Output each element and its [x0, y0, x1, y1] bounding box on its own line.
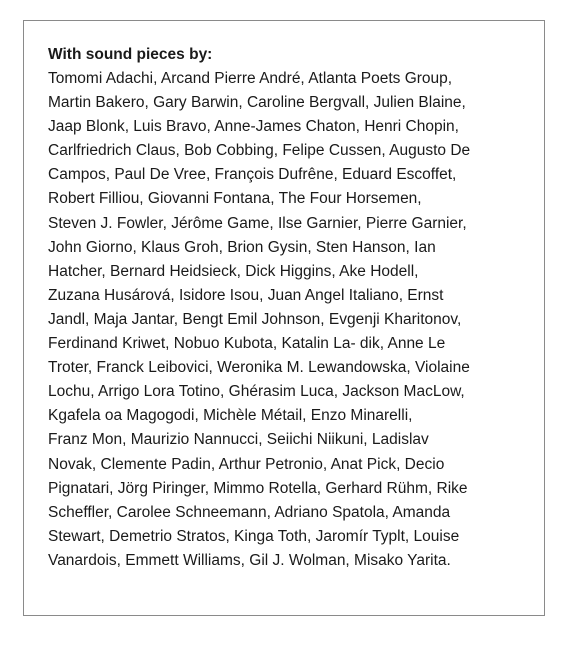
text-line: John Giorno, Klaus Groh, Brion Gysin, Sten Hanson, Ian — [48, 238, 436, 256]
text-line: Jaap Blonk, Luis Bravo, Anne-James Chaton, Henri Chopin, — [48, 118, 459, 136]
text-line: Zuzana Husárová, Isidore Isou, Juan Angel Italiano, Ernst — [48, 286, 444, 304]
section-heading: With sound pieces by: — [48, 46, 213, 63]
text-line: Ferdinand Kriwet, Nobuo Kubota, Katalin La- dik, Anne Le — [48, 335, 446, 353]
text-line: Troter, Franck Leibovici, Weronika M. Lewandowska, Violaine — [48, 359, 470, 377]
text-line: Stewart, Demetrio Stratos, Kinga Toth, Jaromír Typlt, Louise — [48, 527, 460, 545]
text-line: Steven J. Fowler, Jérôme Game, Ilse Garnier, Pierre Garnier, — [48, 214, 467, 232]
text-line: Novak, Clemente Padin, Arthur Petronio, Anat Pick, Decio — [48, 455, 445, 473]
contributors-text — [48, 43, 532, 573]
text-line: Campos, Paul De Vree, François Dufrêne, Eduard Escoffet, — [48, 166, 457, 184]
text-line: Martin Bakero, Gary Barwin, Caroline Bergvall, Julien Blaine, — [48, 94, 466, 112]
text-line: Kgafela oa Magogodi, Michèle Métail, Enzo Minarelli, — [48, 407, 413, 425]
text-line: Scheffler, Carolee Schneemann, Adriano Spatola, Amanda — [48, 503, 451, 521]
contributors-box — [23, 20, 545, 616]
text-line: Tomomi Adachi, Arcand Pierre André, Atlanta Poets Group, — [48, 70, 453, 87]
text-line: Vanardois, Emmett Williams, Gil J. Wolman, Misako Yarita. — [48, 551, 451, 569]
text-line: Carlfriedrich Claus, Bob Cobbing, Felipe Cussen, Augusto De — [48, 142, 471, 160]
text-line: Hatcher, Bernard Heidsieck, Dick Higgins, Ake Hodell, — [48, 262, 419, 280]
text-line: Jandl, Maja Jantar, Bengt Emil Johnson, Evgenji Kharitonov, — [48, 310, 462, 328]
text-line: Pignatari, Jörg Piringer, Mimmo Rotella, Gerhard Rühm, Rike — [48, 479, 468, 497]
text-line: Lochu, Arrigo Lora Totino, Ghérasim Luca, Jackson MacLow, — [48, 383, 465, 401]
text-line: Franz Mon, Maurizio Nannucci, Seiichi Niikuni, Ladislav — [48, 431, 429, 449]
text-line: Robert Filliou, Giovanni Fontana, The Four Horsemen, — [48, 190, 422, 208]
